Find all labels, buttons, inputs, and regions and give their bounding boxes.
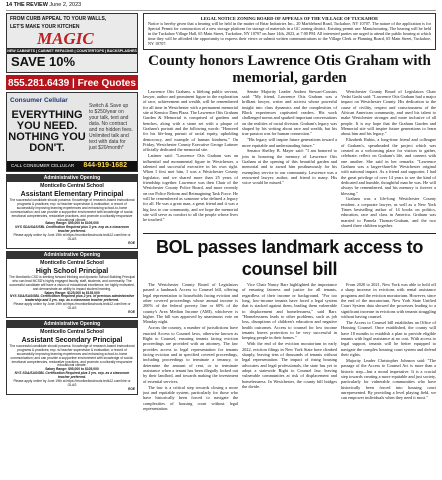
job-ad-high-school-principal: [6, 251, 138, 318]
legal-notice-body: Notice is hereby given that a hearing will be held in the matter of Briar Industries Inc., 20 Marblehead Road, Tuckahoe, NY 10707. The nature of the application is for Special Permit for construction of a new storage platform for storage of materials in a GC zoning district. Existing permit use: Manufacturing. The hearing will be held in the Tuckahoe Village Hall, 65 Main Street, Tuckahoe, NY 10707 on June 14th, 2023, at 7:00 PM. All interested parties are urged to attend the public hearing at which time they will be afforded the opportunity to express their views or submit written communications to the Village Clerk or Planning Board, 65 Main Street, Tuckahoe, NY 10707.: [148, 21, 431, 47]
job-band: Administrative Opening: [7, 321, 137, 328]
ad-tagline-2: LET'S MAKE YOUR KITCHEN: [10, 24, 80, 30]
article-column: [341, 282, 436, 412]
job-org: Monticello Central School: [40, 259, 104, 266]
paragraph: Majority Leader Christopher Johnson said: "The passage of the Access to Counsel Act is more than a historic step—but a moral imperative. It is a crucial step towards creating a more equitable and just society, particularly for vulnerable communities who have historically been forced into housing court unrepresented. By providing a level playing field, we can empower individuals when they need it most.": [341, 357, 436, 401]
article-column: [341, 89, 436, 229]
paragraph: Graham was a life-long Westchester County resident, a corporate lawyer, as well as a New York Times bestselling author of 14 books on politics, education, race and class in America. Graham was married to Pamela Thomas-Graham, and the two shared three children together.: [341, 196, 436, 229]
page-header: [6, 2, 436, 11]
paragraph: The Westchester County Board of Legislators passed a landmark Access to Counsel bill, offering legal representation to households facing eviction and other covered proceedings whose annual income is 200% of the federal poverty line or 60% of the county's Area Median Income (AMI), whichever is higher. The bill was approved by unanimous vote on Monday night.: [143, 282, 238, 325]
ads-column: [6, 13, 138, 397]
job-body: The Monticello CSD is seeking forward thinking and dynamic School Building Principal who can lead MCSD's highly engaged faculty, staff, students, and community. The successful candidate will have a vision of educational excellence, be highly motivated, and demonstrate an ability to impact student learning.: [9, 274, 135, 291]
paper-name: THE REVIEW: [13, 2, 48, 8]
paragraph: Senator Shelley B. Mayer said: "I am honored to join in honoring the memory of Lawrence Otis Graham at the opening of this beautiful garden and memorial and to award him posthumously for his exemplary service to our community. Lawrence was a renowned lawyer, author, and friend to many. His voice would be missed.": [242, 148, 337, 186]
article-column: [242, 282, 337, 412]
paragraph: Elizabeth Rubin, a long-time friend and colleague of Graham's, spearheaded the project which was created as a welcoming place for visitors to gather, celebrate, reflect on Graham's life, and connect with one another. She said in her remarks: "Lawrence Graham was a larger-than-life Westchester original with national impact. As a friend and supporter, I had the great privilege of over 14 years to see the kind of dedicated and humble, thoughtful man he was. He will always be remembered, and his memory is forever a blessing.": [341, 137, 436, 196]
cc-call-bar: [7, 161, 137, 171]
paragraph: Westchester County Board of Legislators Chair Vedat Gashi said: "Lawrence Otis Graham had a major impact on Westchester County. His dedication to the cause of civility, respect and consciousness of the African American community, and used his talent to make Westchester stronger and more inclusive of all people. It is my hope that the Graham Garden and Memorial site will inspire future generations to learn about him and his legacy.": [341, 88, 436, 137]
ad-save: SAVE 10%: [11, 54, 76, 69]
job-org: Monticello Central School: [40, 328, 104, 335]
job-org: Monticello Central School: [40, 183, 104, 189]
job-apply[interactable]: Please apply online by June 19th at https://monticelloschools.tedk12.com/hire or OLAS: [13, 302, 131, 311]
paragraph: "His legacy will inspire future generations toward a more equitable and understanding future.": [242, 137, 337, 148]
job-eoe: EOE: [128, 386, 135, 391]
paragraph: The law is a critical step towards closing a more just and equitable system, particularly for those who have historically been forced to navigate the complexities of housing court without legal representation.: [143, 384, 238, 411]
phone-banner[interactable]: [6, 75, 138, 90]
article-column: [143, 89, 238, 229]
ad-offer: [7, 54, 137, 73]
section-divider: [143, 233, 436, 234]
job-cert: NYS SDA/SAS/SBL Certification Required plus 3 yrs. exp. as a classroom teacher preferred.: [14, 371, 130, 380]
job-salary: Salary Range: $95,000 to $105,000: [45, 221, 99, 226]
job-eoe: EOE: [128, 240, 135, 245]
cc-phone: 844-919-1682: [83, 162, 127, 169]
article-column: [143, 282, 238, 412]
kitchen-magic-ad[interactable]: [6, 13, 138, 73]
job-title: High School Principal: [35, 267, 109, 275]
paragraph: Across the country, a number of jurisdictions have enacted Access to Counsel laws, otherwise known as Right to Counsel, ensuring tenants facing eviction proceedings are provided with an attorney. The law provides access to legal representation for tenants facing eviction and in specified covered proceedings, including proceedings to terminate a tenancy, to determine the amount of rent, or to terminate assistance when a tenant has been illegally locked out by their landlord, and towards making the investment of essential services.: [143, 325, 238, 384]
job-title: Assistant Secondary Principal: [21, 336, 123, 344]
paragraph: Lawrence Otis Graham, a lifelong public servant, lawyer, author and prominent figure in the exploration of race, achievement and wealth, will be remembered for all time in Westchester with a permanent memorial site at Kensico Dam Plaza. The Lawrence Otis Graham Garden & Memorial is comprised of gardens and benches, along with a stone set with a plaque of Graham's portrait and the following words: "Honored for his life-long pursuit of racial equity, upholding democracy, and example of human kindness." On Friday, Westchester County Executive George Latimer officially dedicated the memorial site.: [143, 88, 239, 153]
job-cert: NYS SDA/SAS/SBL Certification Required plus 2 yrs. of previous administrative leadership and 3 yrs. exp. as a classroom teacher preferred.: [9, 294, 135, 303]
job-eoe: EOE: [128, 310, 135, 315]
job-cert: NYS SDA/SAS/SBL Certification Required plus 3 yrs. exp as a classroom teacher preferred.: [15, 225, 129, 234]
ad-services: NEW CABINETS | CABINET REFACING | COUNTERTOPS | BACKSPLASHES: [7, 49, 137, 53]
job-band: Administrative Opening: [7, 252, 137, 259]
paragraph: Senate Majority Leader Andrea Stewart-Cousins said: "My friend, Lawrence Otis Graham was a brilliant lawyer, writer and activist whose powerful insight into class dynamics and the complexities of Black experiences captivated readers. His work challenged norms and sparked important conversations on the realities of racial division. Graham's legacy was shaped by his writing about race and wealth, but his true passion was for human connection.": [242, 88, 337, 137]
article-body: [143, 89, 436, 229]
paragraph: Latimer said: "Lawrence Otis Graham was an influential and monumental figure in Westchester, a talented and successful executive in his own right. When I first met him, I was a Westchester County legislator, and we shared more than 25 years of friendship together. Lawrence was then Chair of the Westchester County Police Board, and more recently on our Police Reform and Reimagining Task Force. He will be remembered as someone who defined a legacy for all. He was a great man, a great friend and it was a big loss to our community, and we hope the memorial site will serve as comfort to all the people whose lives he touched.": [143, 153, 238, 223]
legal-notice: [143, 13, 436, 50]
job-salary: Salary Range: $95,000 to $105,000: [45, 367, 99, 372]
job-body: The successful candidate should possess: Knowledge of research-based instructional programs & practices; exp. w/ teacher supervision & evaluation; a record of successfully improving learning experiences and enhancing school-to-home communication; and can provide a supportive environment with knowledge of social-emotional competencies, restorative practices, and promote a culturally responsive educational climate.: [9, 198, 135, 222]
articles-column: [143, 13, 436, 412]
paragraph: From 2020 to 2021, New York was able to hold off a sharp increase in evictions with rental assistance programs and the eviction moratorium. However, since the end of the moratorium, New York State Unified Court System data showed the processes leading to a significant increase in evictions with tenants struggling without having counsel.: [341, 282, 436, 320]
ad-tagline: FROM CURB APPEAL TO YOUR WALLS,: [10, 16, 107, 22]
article-headline: BOL passes landmark access to counsel bill: [155, 237, 424, 279]
cc-side-text: Switch & Save up to $250/year on your talk, text and data. No contract and no hidden fees. Unlimited talk and text with data for just $20/month*: [89, 103, 133, 151]
paragraph: The Access to Counsel bill establishes an Office of Housing Counsel. Once established, the county will have 18 months to establish a plan to provide eligible tenants with legal assistance at no cost. With access to legal support, tenants will be better equipped to navigate the complex housing court system and defend their rights.: [341, 319, 436, 357]
job-apply[interactable]: Please apply online by June 19th at https://monticelloschools.tedk12.com/hire or OLAS: [13, 233, 131, 242]
job-title: Assistant Elementary Principal: [20, 191, 124, 198]
job-band: Administrative Opening: [7, 175, 137, 182]
cc-logo: Consumer Cellular: [10, 97, 68, 104]
ad-brand: MAGIC: [37, 29, 94, 48]
page-number: 14: [6, 2, 13, 8]
cc-call-label: CALL CONSUMER CELLULAR: [11, 163, 75, 168]
legal-notice-title: LEGAL NOTICE ZONING BOARD OF APPEALS OF THE VILLAGE OF TUCKAHOE: [200, 16, 379, 21]
article-body: [143, 282, 436, 412]
job-apply[interactable]: Please apply online by June 19th at https://monticelloschools.tedk12.com/hire or OLAS: [13, 379, 131, 387]
job-ad-assistant-secondary: [6, 320, 138, 395]
paragraph: With the end of the eviction moratorium in early 2022, eviction filings in New York State have climbed sharply, leaving tens of thousands of tenants without legal representation. The impact of rising housing advocates and legal professionals, the state has yet to adopt a statewide Right to Counsel law, leaving vulnerable communities at risk of displacement and homelessness. In Westchester, the county bill bridges the divide.: [242, 341, 337, 390]
cc-headline: EVERYTHING YOU NEED. NOTHING YOU DON'T.: [8, 109, 86, 154]
job-ad-assistant-elementary: [6, 174, 138, 249]
consumer-cellular-ad[interactable]: [6, 92, 138, 172]
phone-number: 855.281.6439 | Free Quotes: [8, 78, 136, 89]
job-body: The successful candidate should possess: Knowledge of research-based instructional programs & practices; exp. w/ teacher supervision & evaluation; a record of successfully improving learning experiences and enhancing school-to-home communication; and can provide a supportive environment with knowledge of social-emotional competencies, restorative practices, and promote a culturally responsive educational climate.: [9, 343, 135, 368]
job-salary: Salary Range: $125,000 to $135,000: [44, 290, 100, 295]
paragraph: Vice Chair Nancy Barr highlighted the importance of ensuring fairness and justice for all tenants, regardless of their income or background. "For too long, low-income tenants have faced a legal system that is stacked against them, leading them vulnerable to displacement and homelessness," said Barr. "Homelessness leads to other problems, such as job loss, disruptions of children's education and negative health outcomes. Access to counsel for low income tenants leaves protection to be very successful in keeping people in their homes.": [242, 282, 337, 341]
issue-date: June 2, 2023: [49, 2, 82, 8]
article-column: [242, 89, 337, 229]
article-headline: County honors Lawrence Otis Graham with memorial, garden: [148, 52, 431, 86]
